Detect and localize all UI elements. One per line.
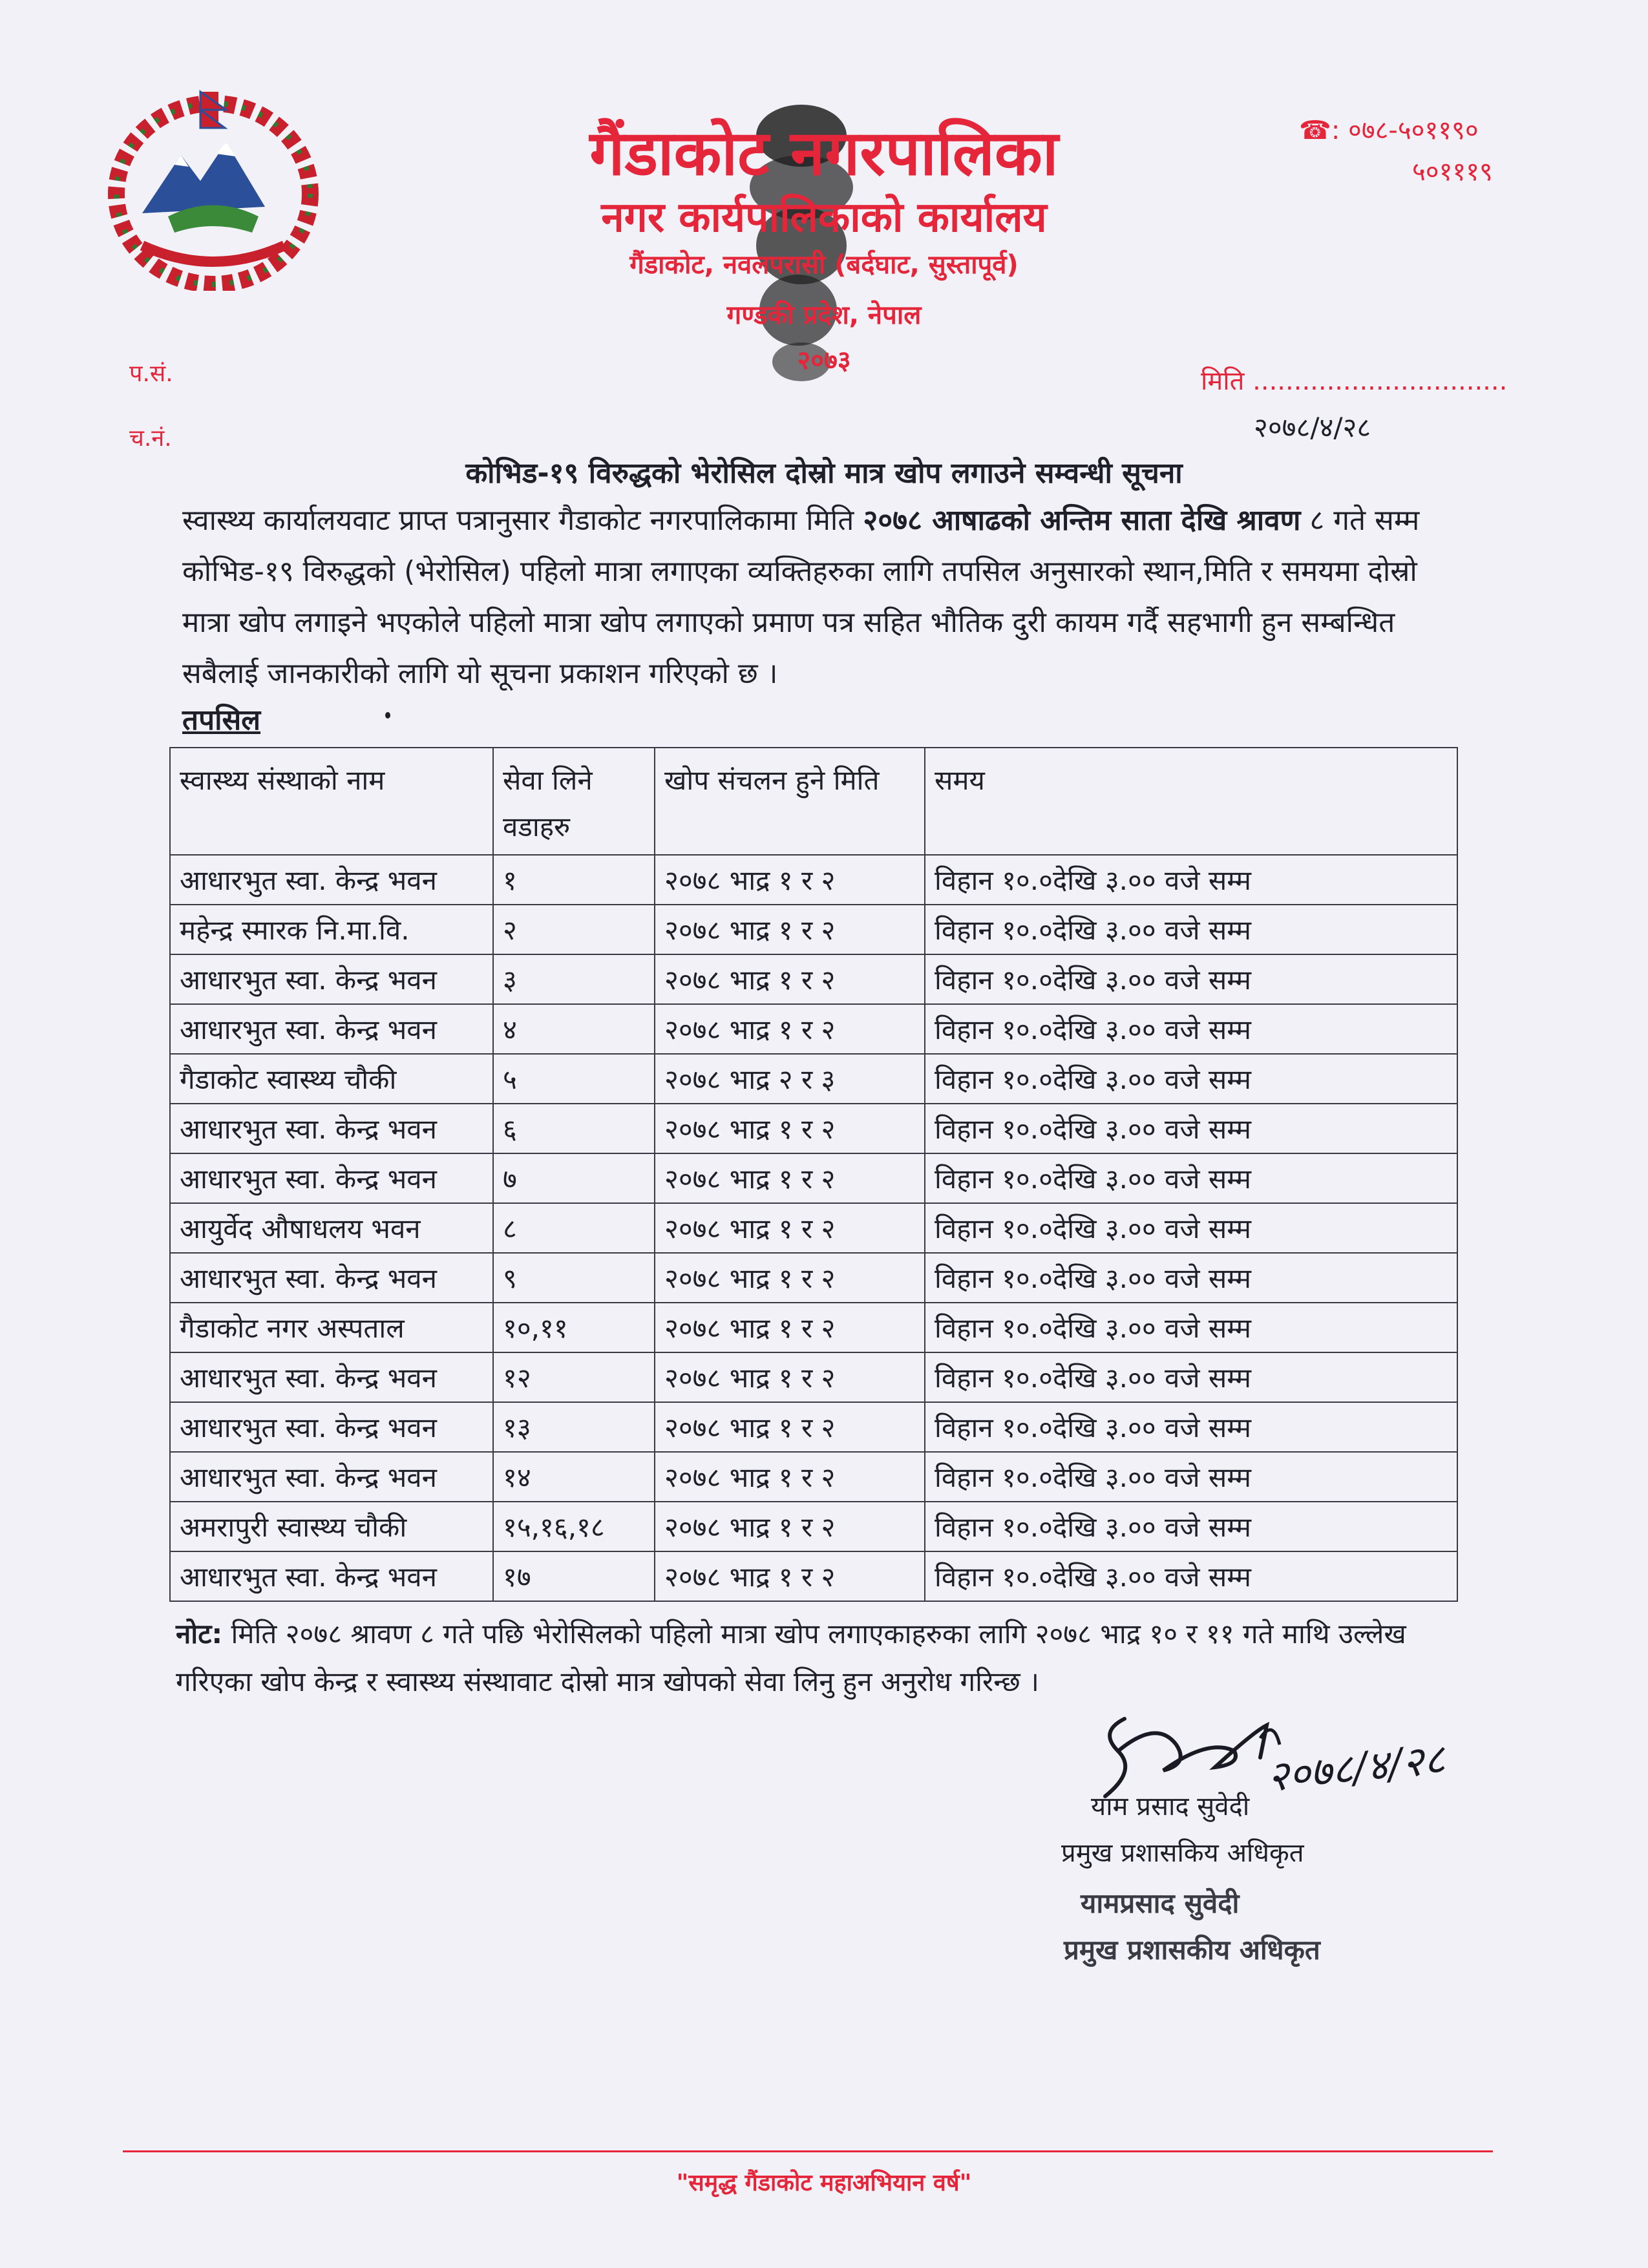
column-header: स्वास्थ्य संस्थाको नाम [170, 748, 493, 855]
table-cell: २०७८ भाद्र १ र २ [655, 1203, 925, 1253]
table-cell: विहान १०.०देखि ३.०० वजे सम्म [925, 1303, 1457, 1352]
table-row [170, 1352, 1457, 1402]
signatory-name: याम प्रसाद सुवेदी [1091, 1792, 1250, 1822]
table-cell: आधारभुत स्वा. केन्द्र भवन [170, 1253, 493, 1303]
table-cell: १३ [493, 1402, 655, 1452]
column-header: समय [925, 748, 1457, 855]
table-cell: २०७८ भाद्र १ र २ [655, 1004, 925, 1054]
table-cell: विहान १०.०देखि ३.०० वजे सम्म [925, 1352, 1457, 1402]
notice-subject: कोभिड-१९ विरुद्धको भेरोसिल दोस्रो मात्र खोप लगाउने सम्वन्धी सूचना [465, 457, 1183, 490]
table-row [170, 905, 1457, 954]
table-cell: १२ [493, 1352, 655, 1402]
table-row [170, 1502, 1457, 1551]
table-cell: २०७८ भाद्र १ र २ [655, 1352, 925, 1402]
table-cell: आधारभुत स्वा. केन्द्र भवन [170, 855, 493, 905]
table-cell: आधारभुत स्वा. केन्द्र भवन [170, 1452, 493, 1502]
table-row [170, 1253, 1457, 1303]
table-row [170, 1551, 1457, 1601]
table-cell: २०७८ भाद्र १ र २ [655, 1303, 925, 1352]
table-header-row [170, 748, 1457, 855]
table-cell: ७ [493, 1153, 655, 1203]
table-cell: २०७८ भाद्र १ र २ [655, 1104, 925, 1153]
table-cell: १ [493, 855, 655, 905]
table-cell: विहान १०.०देखि ३.०० वजे सम्म [925, 1054, 1457, 1104]
table-cell: अमरापुरी स्वास्थ्य चौकी [170, 1502, 493, 1551]
table-row [170, 1452, 1457, 1502]
table-cell: १७ [493, 1551, 655, 1601]
vaccination-schedule-table [169, 747, 1458, 1602]
table-row [170, 1153, 1457, 1203]
table-row [170, 954, 1457, 1004]
ink-dot [385, 712, 390, 719]
table-cell: २०७८ भाद्र १ र २ [655, 1551, 925, 1601]
address-line2: गण्डकी प्रदेश, नेपाल [726, 300, 922, 330]
table-cell: ६ [493, 1104, 655, 1153]
table-cell: विहान १०.०देखि ३.०० वजे सम्म [925, 1502, 1457, 1551]
handwritten-date: २०७८/४/२८ [1265, 1735, 1448, 1802]
table-cell: आधारभुत स्वा. केन्द्र भवन [170, 1551, 493, 1601]
table-cell: १०,११ [493, 1303, 655, 1352]
column-header: खोप संचलन हुने मिति [655, 748, 925, 855]
table-row [170, 1303, 1457, 1352]
table-cell: २०७८ भाद्र १ र २ [655, 1452, 925, 1502]
table-cell: २०७८ भाद्र १ र २ [655, 1253, 925, 1303]
table-cell: आधारभुत स्वा. केन्द्र भवन [170, 954, 493, 1004]
tapasil-heading: तपसिल [182, 704, 261, 737]
table-cell: २०७८ भाद्र २ र ३ [655, 1054, 925, 1104]
table-row [170, 1004, 1457, 1054]
table-cell: विहान १०.०देखि ३.०० वजे सम्म [925, 1104, 1457, 1153]
patra-sankhya-label: प.सं. [129, 361, 173, 387]
footer-divider [123, 2150, 1493, 2152]
table-cell: गैडाकोट नगर अस्पताल [170, 1303, 493, 1352]
table-cell: २ [493, 905, 655, 954]
table-cell: विहान १०.०देखि ३.०० वजे सम्म [925, 1452, 1457, 1502]
municipality-title: गैंडाकोट नगरपालिका [589, 117, 1059, 189]
table-cell: २०७८ भाद्र १ र २ [655, 905, 925, 954]
table-cell: विहान १०.०देखि ३.०० वजे सम्म [925, 1004, 1457, 1054]
table-row [170, 1054, 1457, 1104]
table-cell: गैडाकोट स्वास्थ्य चौकी [170, 1054, 493, 1104]
letter-date: २०७८/४/२८ [1254, 412, 1371, 443]
office-title: नगर कार्यपालिकाको कार्यालय [601, 194, 1047, 242]
notice-body: स्वास्थ्य कार्यालयवाट प्राप्त पत्रानुसार गैडाकोट नगरपालिकामा मिति २०७८ आषाढको अन्तिम साता देखि श्रावण ८ गते सम्म कोभिड-१९ विरुद्धको (भेरोसिल) पहिलो मात्रा लगाएका व्यक्तिहरुका लागि तपसिल अनुसारको स्थान,मिति र समयमा दोस्रो मात्रा खोप लगाइने भएकोले पहिलो मात्रा खोप लगाएको प्रमाण पत्र सहित भौतिक दुरी कायम गर्दै सहभागी हुन सम्बन्धित सबैलाई जानकारीको लागि यो सूचना प्रकाशन गरिएको छ । [182, 504, 1420, 690]
table-cell: विहान १०.०देखि ३.०० वजे सम्म [925, 954, 1457, 1004]
phone-line2: ५०१११९ [1412, 157, 1493, 187]
table-cell: विहान १०.०देखि ३.०० वजे सम्म [925, 905, 1457, 954]
date-label: मिति ............................... [1201, 366, 1508, 396]
signatory-designation: प्रमुख प्रशासकिय अधिकृत [1061, 1838, 1304, 1868]
stamp-name: यामप्रसाद सुवेदी [1081, 1887, 1240, 1919]
table-cell: आधारभुत स्वा. केन्द्र भवन [170, 1004, 493, 1054]
table-row [170, 855, 1457, 905]
table-cell: विहान १०.०देखि ३.०० वजे सम्म [925, 1551, 1457, 1601]
table-cell: आधारभुत स्वा. केन्द्र भवन [170, 1352, 493, 1402]
table-cell: विहान १०.०देखि ३.०० वजे सम्म [925, 1253, 1457, 1303]
table-cell: ३ [493, 954, 655, 1004]
column-header: सेवा लिने वडाहरु [493, 748, 655, 855]
stamp-designation: प्रमुख प्रशासकीय अधिकृत [1064, 1934, 1320, 1966]
table-cell: आधारभुत स्वा. केन्द्र भवन [170, 1402, 493, 1452]
table-row [170, 1402, 1457, 1452]
table-cell: महेन्द्र स्मारक नि.मा.वि. [170, 905, 493, 954]
table-cell: विहान १०.०देखि ३.०० वजे सम्म [925, 1153, 1457, 1203]
table-cell: आयुर्वेद औषाधलय भवन [170, 1203, 493, 1253]
table-cell: विहान १०.०देखि ३.०० वजे सम्म [925, 1402, 1457, 1452]
table-cell: २०७८ भाद्र १ र २ [655, 1153, 925, 1203]
table-cell: ४ [493, 1004, 655, 1054]
table-cell: २०७८ भाद्र १ र २ [655, 855, 925, 905]
table-cell: १५,१६,१८ [493, 1502, 655, 1551]
table-row [170, 1203, 1457, 1253]
table-cell: विहान १०.०देखि ३.०० वजे सम्म [925, 855, 1457, 905]
table-cell: १४ [493, 1452, 655, 1502]
table-cell: ८ [493, 1203, 655, 1253]
table-row [170, 1104, 1457, 1153]
established-year: २०७३ [797, 346, 851, 375]
note-paragraph: नोट: मिति २०७८ श्रावण ८ गते पछि भेरोसिलको पहिलो मात्रा खोप लगाएकाहरुका लागि २०७८ भाद्र १० र ११ गते माथि उल्लेख गरिएका खोप केन्द्र र स्वास्थ्य संस्थावाट दोस्रो मात्र खोपको सेवा लिनु हुन अनुरोध गरिन्छ । [176, 1618, 1406, 1697]
table-cell: २०७८ भाद्र १ र २ [655, 1502, 925, 1551]
table-cell: आधारभुत स्वा. केन्द्र भवन [170, 1104, 493, 1153]
table-body [170, 855, 1457, 1601]
table-cell: ९ [493, 1253, 655, 1303]
table-cell: २०७८ भाद्र १ र २ [655, 954, 925, 1004]
address-line1: गैंडाकोट, नवलपरासी (बर्दघाट, सुस्तापूर्व) [629, 250, 1019, 280]
table-cell: आधारभुत स्वा. केन्द्र भवन [170, 1153, 493, 1203]
table-cell: ५ [493, 1054, 655, 1104]
table-cell: २०७८ भाद्र १ र २ [655, 1402, 925, 1452]
phone-line1: ☎: ०७८-५०११९० [1299, 116, 1479, 145]
table-cell: विहान १०.०देखि ३.०० वजे सम्म [925, 1203, 1457, 1253]
chalani-number-label: च.नं. [129, 425, 172, 452]
footer-slogan: "समृद्ध गैंडाकोट महाअभियान वर्ष" [676, 2170, 972, 2196]
